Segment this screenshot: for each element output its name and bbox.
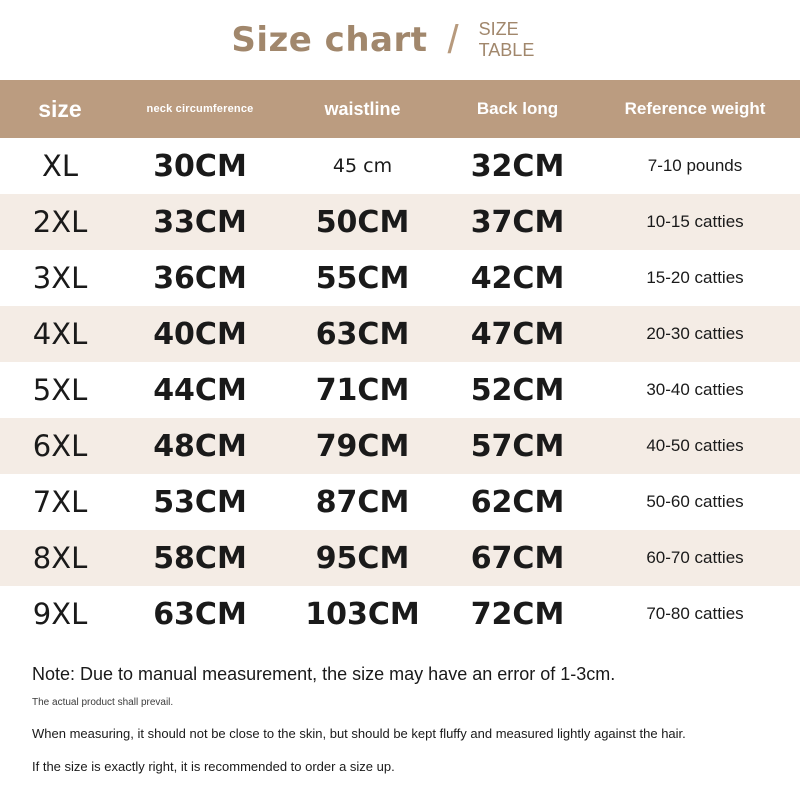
- cell-back: 37CM: [470, 204, 565, 240]
- note-main: Note: Due to manual measurement, the size may have an error of 1-3cm.: [32, 664, 616, 684]
- cell-weight: 50-60 catties: [646, 492, 744, 511]
- note-disclaimer: The actual product shall prevail.: [32, 697, 174, 708]
- column-header-waistline: waistline: [324, 98, 401, 119]
- table-row: [0, 250, 800, 306]
- table-row: [0, 474, 800, 530]
- column-header-back-long: Back long: [476, 99, 559, 118]
- cell-back: 52CM: [470, 372, 565, 408]
- column-header-reference-weight: Reference weight: [624, 99, 766, 118]
- cell-neck: 63CM: [153, 596, 247, 632]
- cell-size: XL: [41, 149, 79, 183]
- notes-section: [0, 642, 800, 774]
- table-row: [0, 530, 800, 586]
- cell-back: 42CM: [470, 260, 565, 296]
- column-header-neck-circumference: neck circumference: [146, 103, 254, 115]
- cell-waist: 50CM: [315, 204, 410, 240]
- cell-neck: 40CM: [153, 316, 247, 352]
- cell-size: 5XL: [32, 373, 88, 407]
- cell-back: 62CM: [470, 484, 565, 520]
- cell-neck: 30CM: [153, 148, 247, 184]
- cell-weight: 7-10 pounds: [647, 156, 743, 175]
- cell-neck: 58CM: [153, 540, 247, 576]
- page-header: [0, 0, 800, 80]
- size-table: [0, 80, 800, 642]
- header-divider: /: [447, 18, 459, 62]
- cell-weight: 30-40 catties: [646, 380, 744, 399]
- cell-neck: 44CM: [153, 372, 247, 408]
- table-header-row: [0, 80, 800, 138]
- cell-waist: 87CM: [315, 484, 410, 520]
- table-body: [0, 138, 800, 642]
- cell-waist: 45 cm: [332, 155, 393, 177]
- cell-weight: 60-70 catties: [646, 548, 744, 567]
- cell-size: 6XL: [32, 429, 88, 463]
- table-row: [0, 306, 800, 362]
- cell-neck: 36CM: [153, 260, 247, 296]
- cell-size: 4XL: [32, 317, 88, 351]
- table-row: [0, 362, 800, 418]
- cell-weight: 40-50 catties: [646, 436, 744, 455]
- header-subtitle: SIZE TABLE: [478, 19, 535, 60]
- cell-weight: 15-20 catties: [646, 268, 744, 287]
- cell-waist: 79CM: [315, 428, 410, 464]
- cell-size: 8XL: [32, 541, 88, 575]
- cell-weight: 70-80 catties: [646, 604, 744, 623]
- cell-size: 3XL: [32, 261, 88, 295]
- cell-weight: 10-15 catties: [646, 212, 744, 231]
- cell-size: 2XL: [32, 205, 88, 239]
- cell-neck: 48CM: [153, 428, 247, 464]
- cell-weight: 20-30 catties: [646, 324, 744, 343]
- table-header: [0, 80, 800, 138]
- note-size-up: If the size is exactly right, it is recommended to order a size up.: [32, 759, 395, 774]
- cell-waist: 103CM: [305, 596, 420, 632]
- cell-back: 47CM: [470, 316, 565, 352]
- table-row: [0, 586, 800, 642]
- cell-size: 9XL: [32, 597, 88, 631]
- cell-waist: 55CM: [315, 260, 410, 296]
- cell-back: 57CM: [470, 428, 565, 464]
- cell-neck: 33CM: [153, 204, 247, 240]
- cell-waist: 63CM: [315, 316, 410, 352]
- cell-waist: 95CM: [315, 540, 410, 576]
- table-row: [0, 418, 800, 474]
- table-row: [0, 138, 800, 194]
- cell-neck: 53CM: [153, 484, 247, 520]
- cell-size: 7XL: [32, 485, 88, 519]
- column-header-size: size: [38, 95, 82, 122]
- cell-back: 72CM: [470, 596, 565, 632]
- note-measuring: When measuring, it should not be close to the skin, but should be kept fluffy and measured lightly against the hair.: [32, 726, 686, 741]
- page-title: Size chart: [231, 20, 428, 60]
- cell-back: 32CM: [470, 148, 565, 184]
- header-inner: [231, 19, 568, 60]
- cell-waist: 71CM: [315, 372, 410, 408]
- cell-back: 67CM: [470, 540, 565, 576]
- table-row: [0, 194, 800, 250]
